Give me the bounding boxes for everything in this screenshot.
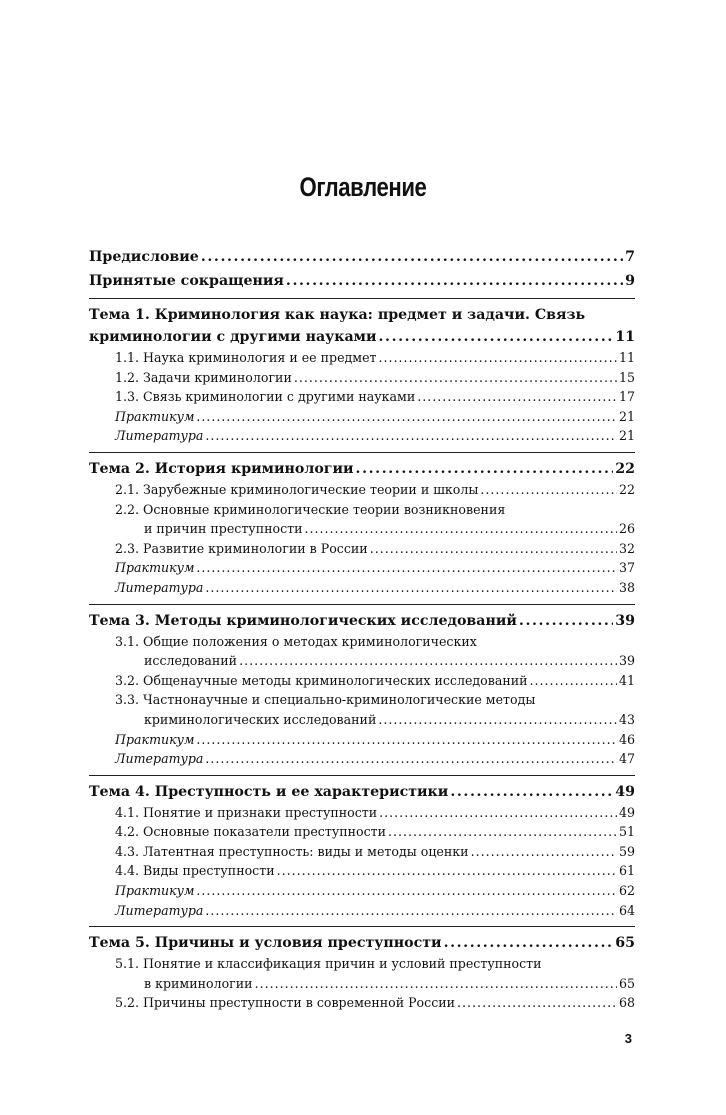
leader-dots [305, 519, 617, 539]
leader-dots [444, 932, 614, 954]
toc-page: 62 [618, 883, 635, 899]
leader-dots [530, 671, 617, 691]
toc-entry-intro[interactable] [89, 246, 635, 268]
toc-page: 65 [615, 935, 635, 952]
toc-entry-t1[interactable] [89, 326, 635, 348]
toc-page: 9 [625, 273, 635, 289]
leader-dots [356, 458, 614, 480]
toc-page: 39 [615, 612, 635, 629]
toc-entry-1-practicum[interactable] [89, 407, 635, 427]
toc-page: 61 [618, 863, 635, 879]
toc-page: 49 [618, 804, 635, 820]
leader-dots [450, 781, 613, 803]
toc-entry-t5[interactable] [89, 932, 635, 954]
toc-page: 43 [618, 711, 635, 727]
leader-dots [370, 539, 617, 559]
toc-entry-3-1-line1[interactable]: 3.1. Общие положения о методах криминологических [115, 633, 477, 649]
leader-dots [201, 246, 623, 268]
toc-label: Практикум [115, 883, 195, 899]
leader-dots [196, 558, 617, 578]
toc-entry-2-2[interactable] [89, 519, 635, 539]
toc-label: в криминологии [144, 975, 253, 991]
leader-dots [205, 749, 617, 769]
toc-label: Литература [115, 428, 204, 444]
leader-dots [205, 426, 617, 446]
toc-page: 51 [618, 824, 635, 840]
leader-dots [239, 651, 617, 671]
toc-label: исследований [144, 653, 238, 669]
toc-entry-t4[interactable] [89, 781, 635, 803]
toc-page: 41 [618, 672, 635, 688]
toc-entry-1-3[interactable] [89, 387, 635, 407]
toc-page: 37 [618, 560, 635, 576]
toc-page: 32 [618, 540, 635, 556]
toc-page: 22 [615, 460, 635, 477]
toc-topic-label-line1[interactable]: Тема 1. Криминология как наука: предмет и задачи. Связь [89, 307, 586, 323]
toc-page: 39 [618, 653, 635, 669]
toc-entry-abbr[interactable] [89, 270, 635, 292]
toc-label: 4.3. Латентная преступность: виды и методы оценки [115, 843, 469, 859]
toc-section-t3 [89, 604, 635, 769]
toc-label: 1.3. Связь криминологии с другими науками [115, 389, 416, 405]
toc-label: 1.2. Задачи криминологии [115, 369, 292, 385]
toc-label: Тема 2. История криминологии [89, 460, 354, 477]
toc-entry-5-1-line1[interactable]: 5.1. Понятие и классификация причин и условий преступности [115, 956, 542, 972]
toc-page: 11 [618, 350, 635, 365]
toc-label: криминологии с другими науками [89, 329, 377, 345]
toc-entry-5-2[interactable] [89, 993, 635, 1013]
toc-label: Предисловие [89, 249, 199, 265]
leader-dots [480, 480, 617, 500]
leader-dots [286, 270, 623, 292]
toc-page: 21 [618, 428, 635, 444]
toc-label: 2.1. Зарубежные криминологические теории и школы [115, 481, 479, 497]
toc-label: криминологических исследований [144, 711, 377, 727]
toc-page: 65 [618, 975, 635, 991]
toc-label: Тема 3. Методы криминологических исследований [89, 612, 517, 629]
toc-entry-5-1[interactable] [89, 974, 635, 994]
leader-dots [457, 993, 617, 1013]
toc-section-t1 [89, 298, 635, 446]
leader-dots [196, 730, 617, 750]
toc-page: 46 [618, 731, 635, 747]
toc-entry-4-2[interactable] [89, 822, 635, 842]
toc-page: 11 [615, 329, 635, 345]
toc-entry-3-literature[interactable] [89, 749, 635, 769]
toc-label: 3.2. Общенаучные методы криминологических исследований [115, 672, 528, 688]
toc-entry-t3[interactable] [89, 610, 635, 632]
toc-page: 49 [615, 783, 635, 800]
leader-dots [205, 901, 617, 921]
toc-entry-2-3[interactable] [89, 539, 635, 559]
toc-entry-4-practicum[interactable] [89, 881, 635, 901]
toc-entry-1-1[interactable] [89, 348, 635, 368]
toc-page: 26 [618, 521, 635, 537]
toc-label: 4.2. Основные показатели преступности [115, 824, 387, 840]
toc-section-t2 [89, 452, 635, 598]
toc-section-t5 [89, 926, 635, 1013]
toc-page: 17 [618, 389, 635, 405]
leader-dots [196, 407, 617, 427]
leader-dots [205, 578, 617, 598]
toc-page: 38 [618, 579, 635, 595]
page-number: 3 [624, 1031, 632, 1046]
leader-dots [471, 842, 617, 862]
toc-page: 15 [618, 369, 635, 385]
toc-entry-4-literature[interactable] [89, 901, 635, 921]
toc-label: 2.3. Развитие криминологии в России [115, 540, 368, 556]
leader-dots [378, 710, 617, 730]
leader-dots [196, 881, 617, 901]
toc-entry-2-2-line1[interactable]: 2.2. Основные криминологические теории возникновения [115, 501, 506, 517]
toc-label: Тема 4. Преступность и ее характеристики [89, 783, 449, 800]
toc-label: 4.4. Виды преступности [115, 863, 275, 879]
toc-entry-1-2[interactable] [89, 368, 635, 388]
leader-dots [417, 387, 617, 407]
toc-page: 47 [618, 751, 635, 767]
toc-entry-t2[interactable] [89, 458, 635, 480]
toc-entry-4-3[interactable] [89, 842, 635, 862]
toc-page: 21 [618, 408, 635, 424]
leader-dots [277, 861, 617, 881]
toc-label: Литература [115, 579, 204, 595]
toc-label: Литература [115, 751, 204, 767]
toc-entry-3-2[interactable] [89, 671, 635, 691]
leader-dots [379, 348, 617, 368]
toc-page: 68 [618, 995, 635, 1011]
toc-entry-2-practicum[interactable] [89, 558, 635, 578]
toc-label: и причин преступности [144, 521, 303, 537]
toc-label: 5.2. Причины преступности в современной России [115, 995, 456, 1011]
toc-entry-3-practicum[interactable] [89, 730, 635, 750]
toc-page: 59 [618, 843, 635, 859]
leader-dots [519, 610, 613, 632]
toc-page: 64 [618, 902, 635, 918]
toc-entry-4-1[interactable] [89, 803, 635, 823]
toc-entry-3-3-line1[interactable]: 3.3. Частнонаучные и специально-криминологические методы [115, 692, 536, 708]
toc-section-t4 [89, 775, 635, 921]
toc-label: Принятые сокращения [89, 273, 284, 289]
toc-entry-2-literature[interactable] [89, 578, 635, 598]
leader-dots [294, 368, 617, 388]
toc-page: 7 [625, 249, 635, 265]
leader-dots [379, 326, 614, 348]
toc-label: Тема 5. Причины и условия преступности [89, 935, 442, 952]
table-of-contents [89, 246, 635, 1013]
toc-label: 4.1. Понятие и признаки преступности [115, 804, 378, 820]
toc-entry-4-4[interactable] [89, 861, 635, 881]
toc-entry-1-literature[interactable] [89, 426, 635, 446]
page-title: Оглавление [299, 172, 427, 202]
leader-dots [255, 974, 617, 994]
toc-label: Практикум [115, 731, 195, 747]
toc-label: 1.1. Наука криминология и ее предмет [115, 350, 377, 365]
leader-dots [379, 803, 617, 823]
toc-label: Практикум [115, 560, 195, 576]
toc-entry-2-1[interactable] [89, 480, 635, 500]
leader-dots [388, 822, 617, 842]
toc-label: Литература [115, 902, 204, 918]
toc-label: Практикум [115, 408, 195, 424]
toc-entry-3-3[interactable] [89, 710, 635, 730]
toc-page: 22 [618, 481, 635, 497]
toc-entry-3-1[interactable] [89, 651, 635, 671]
